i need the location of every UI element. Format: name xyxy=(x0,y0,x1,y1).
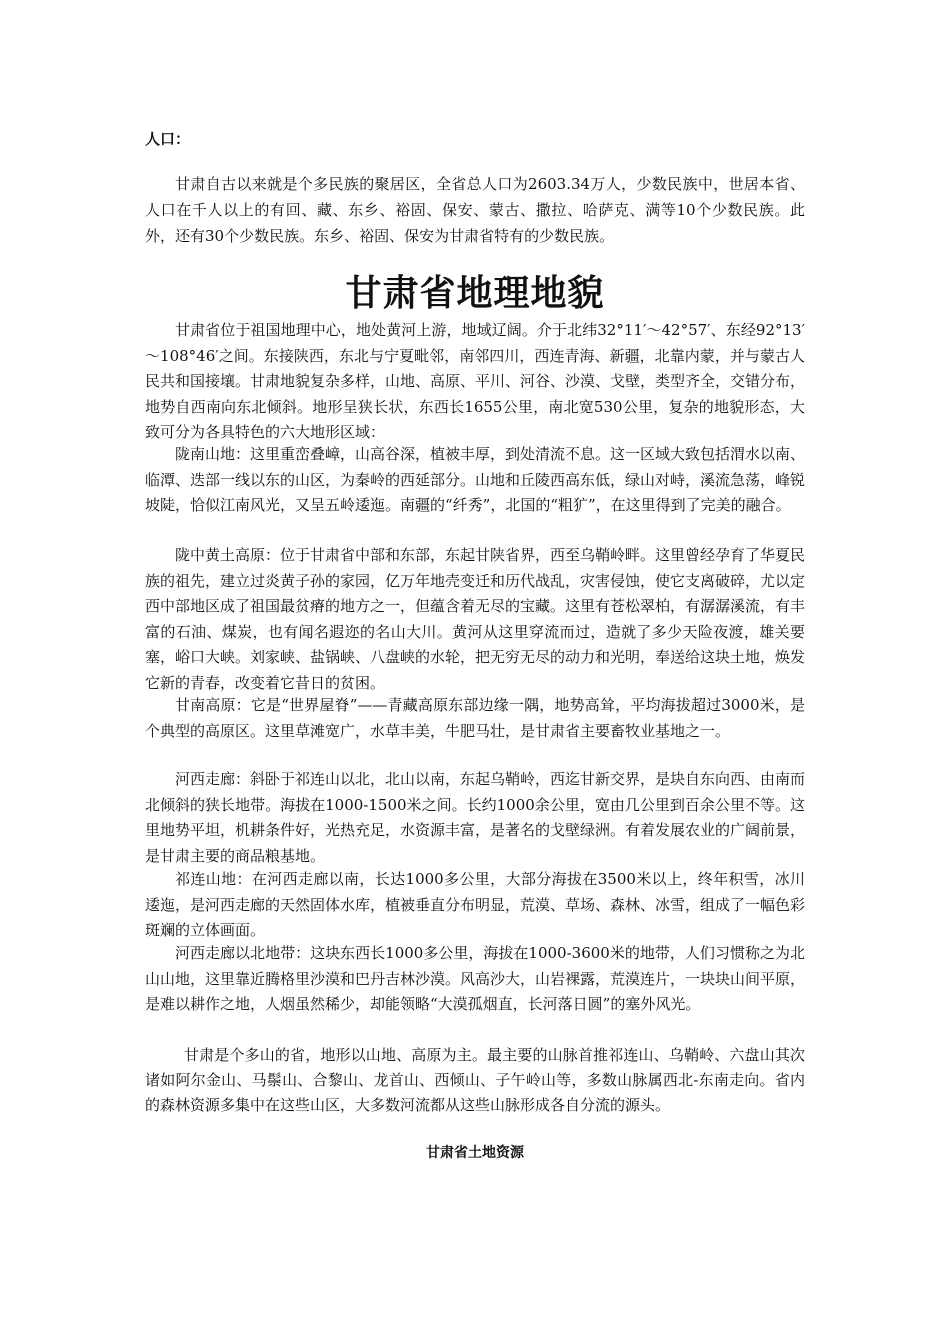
mountain-ranges-paragraph: 甘肃是个多山的省，地形以山地、高原为主。最主要的山脉首推祁连山、乌鞘岭、六盘山其次诸如阿尔金山、马鬃山、合黎山、龙首山、西倾山、子午岭山等，多数山脉属西北-东南走向。省内的森林资源多集中在这些山区，大多数河流都从这些山脉形成各自分流的源头。 xyxy=(145,1046,805,1114)
geography-title: 甘肃省地理地貌 xyxy=(345,272,605,314)
hexi-corridor-paragraph: 河西走廊：斜卧于祁连山以北，北山以南，东起乌鞘岭，西迄甘新交界，是块自东向西、由南而北倾斜的狭长地带。海拔在1000-1500米之间。长约1000余公里，宽由几公里到百余公里不等。这里地势平坦，机耕条件好，光热充足，水资源丰富，是著名的戈壁绿洲。有着发展农业的广阔前景，是甘肃主要的商品粮基地。 xyxy=(145,770,806,865)
gannan-plateau-paragraph: 甘南高原：它是“世界屋脊”——青藏高原东部边缘一隅，地势高耸，平均海拔超过3000米，是个典型的高原区。这里草滩宽广，水草丰美，牛肥马壮，是甘肃省主要畜牧业基地之一。 xyxy=(145,696,805,740)
land-resources-heading: 甘肃省土地资源 xyxy=(426,1145,524,1161)
north-hexi-paragraph: 河西走廊以北地带：这块东西长1000多公里，海拔在1000-3600米的地带，人们习惯称之为北山山地，这里靠近腾格里沙漠和巴丹吉林沙漠。风高沙大，山岩裸露，荒漠连片，一块块山间平原，是难以耕作之地，人烟虽然稀少，却能领略“大漠孤烟直，长河落日圆”的塞外风光。 xyxy=(145,944,806,1013)
longnan-mountains-paragraph: 陇南山地：这里重峦叠嶂，山高谷深，植被丰厚，到处清流不息。这一区域大致包括渭水以南、临潭、迭部一线以东的山区，为秦岭的西延部分。山地和丘陵西高东低，绿山对峙，溪流急荡，峰锐坡陡，恰似江南风光，又呈五岭逶迤。南疆的“纤秀”，北国的“粗犷”，在这里得到了完美的融合。 xyxy=(145,445,806,514)
loess-plateau-paragraph: 陇中黄土高原：位于甘肃省中部和东部，东起甘陕省界，西至乌鞘岭畔。这里曾经孕育了华夏民族的祖先，建立过炎黄子孙的家园，亿万年地壳变迁和历代战乱，灾害侵蚀，使它支离破碎，尤以定西中部地区成了祖国最贫瘠的地方之一，但蕴含着无尽的宝藏。这里有苍松翠柏，有潺潺溪流，有丰富的石油、煤炭，也有闻名遐迩的名山大川。黄河从这里穿流而过，造就了多少天险夜渡，雄关要塞，峪口大峡。刘家峡、盐锅峡、八盘峡的水轮，把无穷无尽的动力和光明，奉送给这块土地，焕发它新的青春，改变着它昔日的贫困。 xyxy=(145,546,806,692)
population-heading: 人口： xyxy=(145,130,191,148)
qilian-mountains-paragraph: 祁连山地：在河西走廊以南，长达1000多公里，大部分海拔在3500米以上，终年积雪，冰川逶迤，是河西走廊的天然固体水库，植被垂直分布明显，荒漠、草场、森林、冰雪，组成了一幅色彩斑斓的立体画面。 xyxy=(145,870,806,939)
geography-intro-paragraph: 甘肃省位于祖国地理中心，地处黄河上游，地域辽阔。介于北纬32°11′～42°57′、东经92°13′～108°46′之间。东接陕西，东北与宁夏毗邻，南邻四川，西连青海、新疆，北靠内蒙，并与蒙古人民共和国接壤。甘肃地貌复杂多样，山地、高原、平川、河谷、沙漠、戈壁，类型齐全，交错分布，地势自西南向东北倾斜。地形呈狭长状，东西长1655公里，南北宽530公里，复杂的地貌形态，大致可分为各具特色的六大地形区域： xyxy=(145,321,806,441)
population-paragraph: 甘肃自古以来就是个多民族的聚居区，全省总人口为2603.34万人，少数民族中，世居本省、人口在千人以上的有回、藏、东乡、裕固、保安、蒙古、撒拉、哈萨克、满等10个少数民族。此外，还有30个少数民族。东乡、裕固、保安为甘肃省特有的少数民族。 xyxy=(145,175,805,245)
